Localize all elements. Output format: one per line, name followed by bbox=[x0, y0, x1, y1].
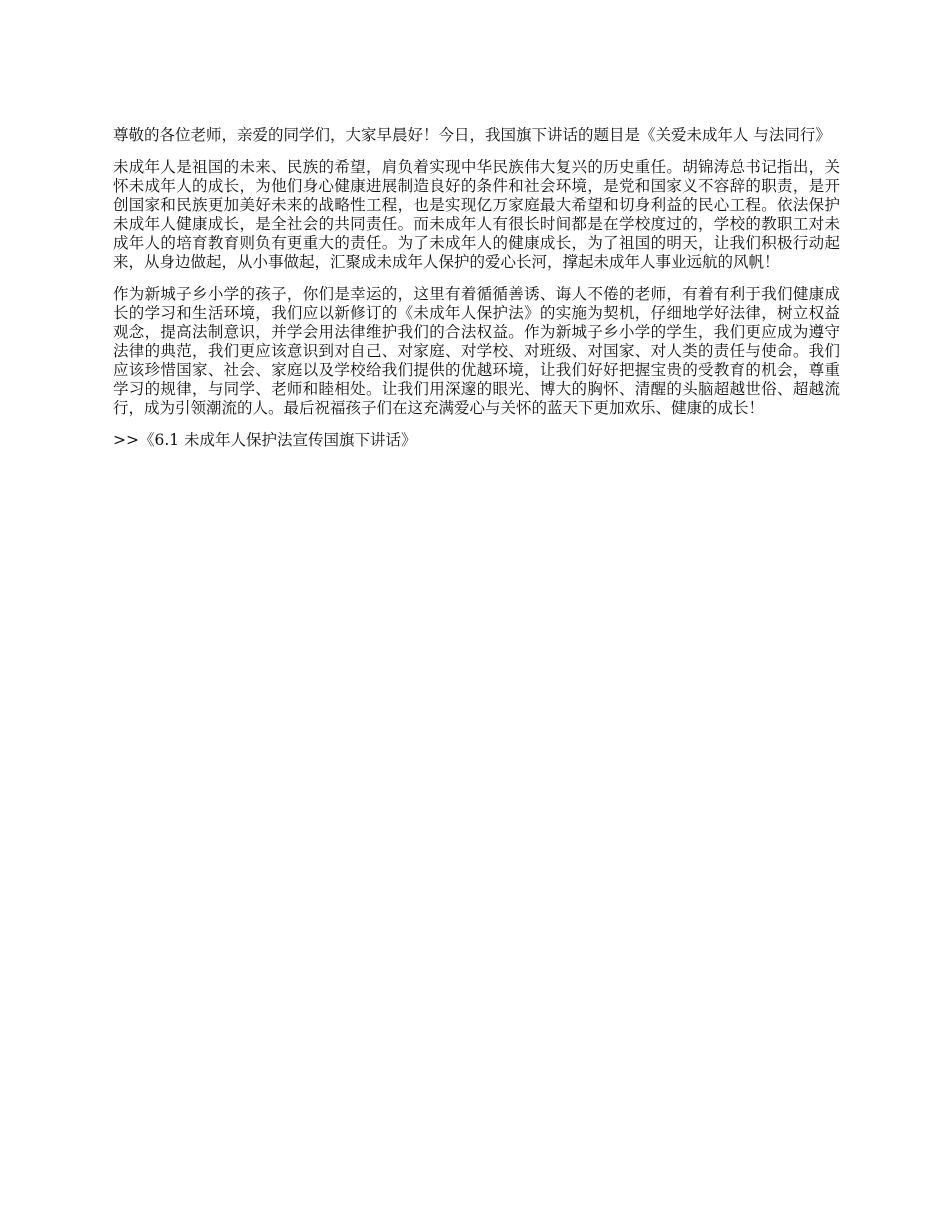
paragraph-importance: 未成年人是祖国的未来、民族的希望，肩负着实现中华民族伟大复兴的历史重任。胡锦涛总书记指出，关怀未成年人的成长，为他们身心健康进展制造良好的条件和社会环境，是党和国家义不容辞的职责，是开创国家和民族更加美好未来的战略性工程，也是实现亿万家庭最大希望和切身利益的民心工程。依法保护未成年人健康成长，是全社会的共同责任。而未成年人有很长时间都是在学校度过的，学校的教职工对未成年人的培育教育则负有更重大的责任。为了未成年人的健康成长，为了祖国的明天，让我们积极行动起来，从身边做起，从小事做起，汇聚成未成年人保护的爱心长河，撑起未成年人事业远航的风帆！ bbox=[113, 158, 840, 271]
document-body bbox=[113, 126, 840, 450]
paragraph-greeting: 尊敬的各位老师，亲爱的同学们，大家早晨好！今日，我国旗下讲话的题目是《关爱未成年人 与法同行》 bbox=[113, 126, 831, 144]
paragraph-students: 作为新城子乡小学的孩子，你们是幸运的，这里有着循循善诱、诲人不倦的老师，有着有利于我们健康成长的学习和生活环境，我们应以新修订的《未成年人保护法》的实施为契机，仔细地学好法律，树立权益观念，提高法制意识，并学会用法律维护我们的合法权益。作为新城子乡小学的学生，我们更应成为遵守法律的典范，我们更应该意识到对自己、对家庭、对学校、对班级、对国家、对人类的责任与使命。我们应该珍惜国家、社会、家庭以及学校给我们提供的优越环境，让我们好好把握宝贵的受教育的机会，尊重学习的规律，与同学、老师和睦相处。让我们用深邃的眼光、博大的胸怀、清醒的头脑超越世俗、超越流行，成为引领潮流的人。最后祝福孩子们在这充满爱心与关怀的蓝天下更加欢乐、健康的成长！ bbox=[113, 285, 840, 417]
related-article-link[interactable]: >>《6.1 未成年人保护法宣传国旗下讲话》 bbox=[113, 431, 417, 449]
